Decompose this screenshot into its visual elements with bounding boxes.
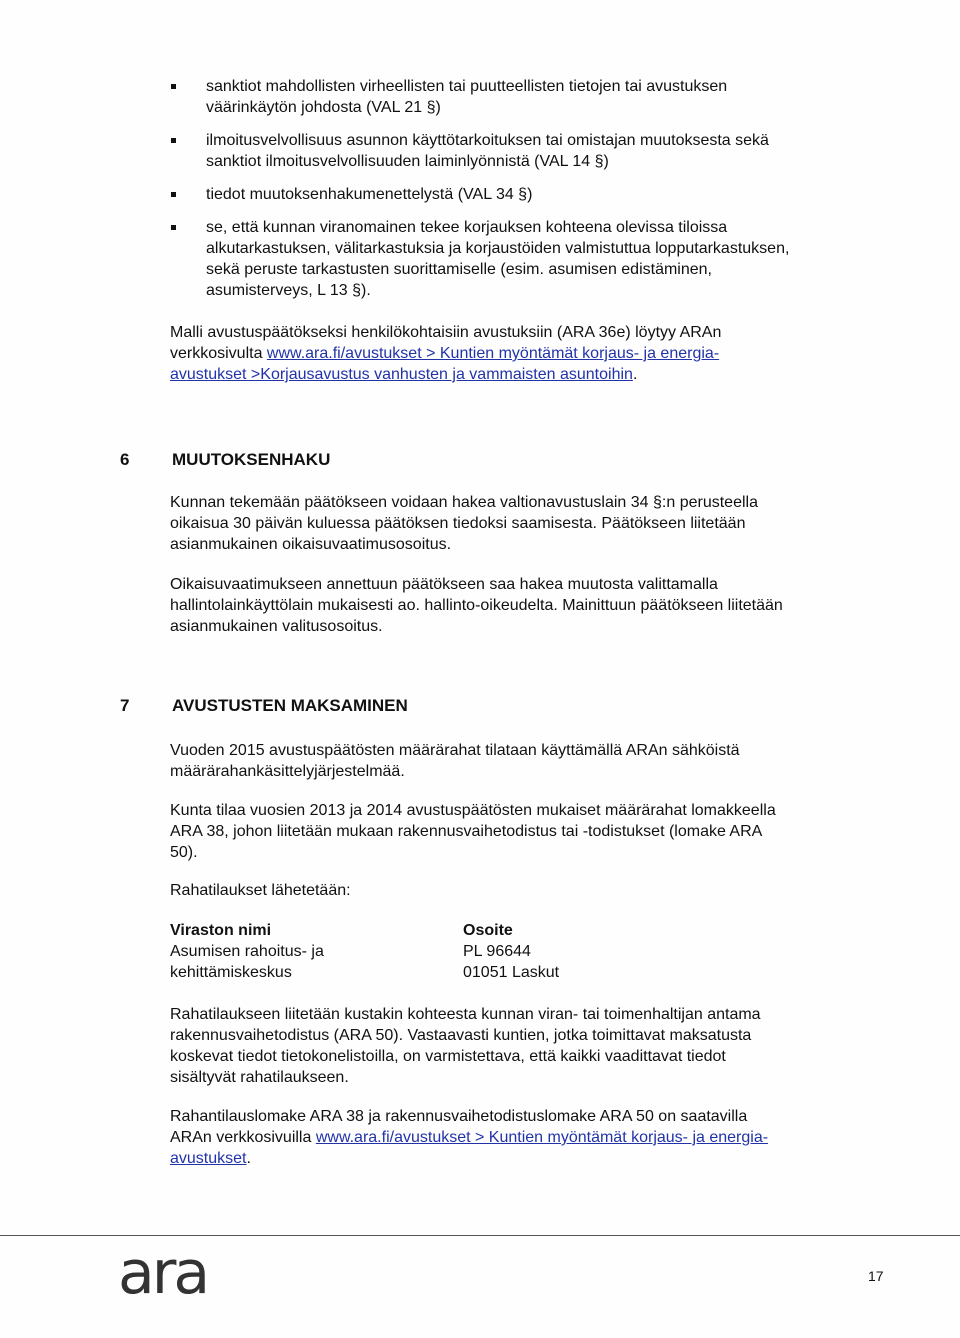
agency-name-line: Asumisen rahoitus- ja: [170, 943, 324, 960]
paragraph: Rahatilaukset lähetetään:: [170, 882, 351, 899]
paragraph: [170, 1106, 790, 1169]
paragraph-end: .: [246, 1150, 251, 1167]
ara-logo: ara: [118, 1238, 208, 1308]
section-number: 7: [120, 696, 130, 715]
agency-name-line: kehittämiskeskus: [170, 964, 292, 981]
agency-name-heading: Viraston nimi: [170, 922, 272, 939]
paragraph: Oikaisuvaatimukseen annettuun päätökseen saa hakea muutosta valittamalla hallintolainkäyttölain mukaisesti ao. hallinto-oikeudelta. Mainittuun päätökseen liitetään asianmukainen valitusosoitus.: [170, 576, 783, 635]
paragraph: Vuoden 2015 avustuspäätösten määrärahat tilataan käyttämällä ARAn sähköistä määrärahankäsittelyjärjestelmää.: [170, 742, 740, 780]
paragraph-text: Rahantilauslomake ARA 38 ja rakennusvaihetodistuslomake ARA 50 on saatavilla ARAn verkkosivuilla: [170, 1108, 748, 1146]
page-number: 17: [868, 1268, 884, 1284]
paragraph: Kunta tilaa vuosien 2013 ja 2014 avustuspäätösten mukaiset määrärahat lomakkeella ARA 38, johon liitetään mukaan rakennusvaihetodistus tai -todistukset (lomake ARA 50).: [170, 802, 776, 861]
address-block: [463, 920, 559, 983]
bullet-item: se, että kunnan viranomainen tekee korjauksen kohteena olevissa tiloissa alkutarkastuksen, välitarkastuksia ja korjaustöiden valmistuttua lopputarkastuksen, sekä peruste tarkastusten suorittamiselle (esim. asumisen edistäminen, asumisterveys, L 13 §).: [168, 217, 808, 301]
template-note: [170, 322, 790, 385]
bullet-list: [168, 76, 808, 313]
paragraph: Kunnan tekemään päätökseen voidaan hakea valtionavustuslain 34 §:n perusteella oikaisua 30 päivän kuluessa päätöksen tiedoksi saamisesta. Päätökseen liitetään asianmukainen oikaisuvaatimusosoitus.: [170, 494, 758, 553]
forms-link[interactable]: www.ara.fi/avustukset > Kuntien myöntämät korjaus- ja energia-avustukset: [170, 1129, 769, 1167]
paragraph: Rahatilaukseen liitetään kustakin kohteesta kunnan viran- tai toimenhaltijan antama rakennusvaihetodistus (ARA 50). Vastaavasti kuntien, jotka toimittavat maksatusta koskevat tiedot tietokonelistoilla, on varmistettava, että kaikki vaadittavat tiedot sisältyvät rahatilaukseen.: [170, 1006, 761, 1086]
section-title: MUUTOKSENHAKU: [172, 450, 331, 469]
template-link[interactable]: www.ara.fi/avustukset > Kuntien myöntämät korjaus- ja energia-avustukset >Korjausavustus vanhusten ja vammaisten asuntoihin: [170, 345, 720, 383]
bullet-item: ilmoitusvelvollisuus asunnon käyttötarkoituksen tai omistajan muutoksesta sekä sanktiot ilmoitusvelvollisuuden laiminlyönnistä (VAL 14 §): [168, 130, 808, 172]
address-line: 01051 Laskut: [463, 964, 560, 981]
bullet-item: tiedot muutoksenhakumenettelystä (VAL 34 §): [168, 184, 808, 205]
section-title: AVUSTUSTEN MAKSAMINEN: [172, 696, 408, 715]
section-number: 6: [120, 450, 130, 469]
section-7-heading: [120, 696, 408, 716]
address-heading: Osoite: [463, 922, 513, 939]
bullet-item: sanktiot mahdollisten virheellisten tai puutteellisten tietojen tai avustuksen väärinkäytön johdosta (VAL 21 §): [168, 76, 808, 118]
section-6-heading: [120, 450, 330, 470]
template-note-text: Malli avustuspäätökseksi henkilökohtaisiin avustuksiin (ARA 36e) löytyy ARAn verkkosivulta: [170, 324, 722, 362]
agency-name-block: [170, 920, 324, 983]
address-line: PL 96644: [463, 943, 531, 960]
template-note-end: .: [632, 366, 638, 383]
footer-divider: [0, 1235, 960, 1236]
